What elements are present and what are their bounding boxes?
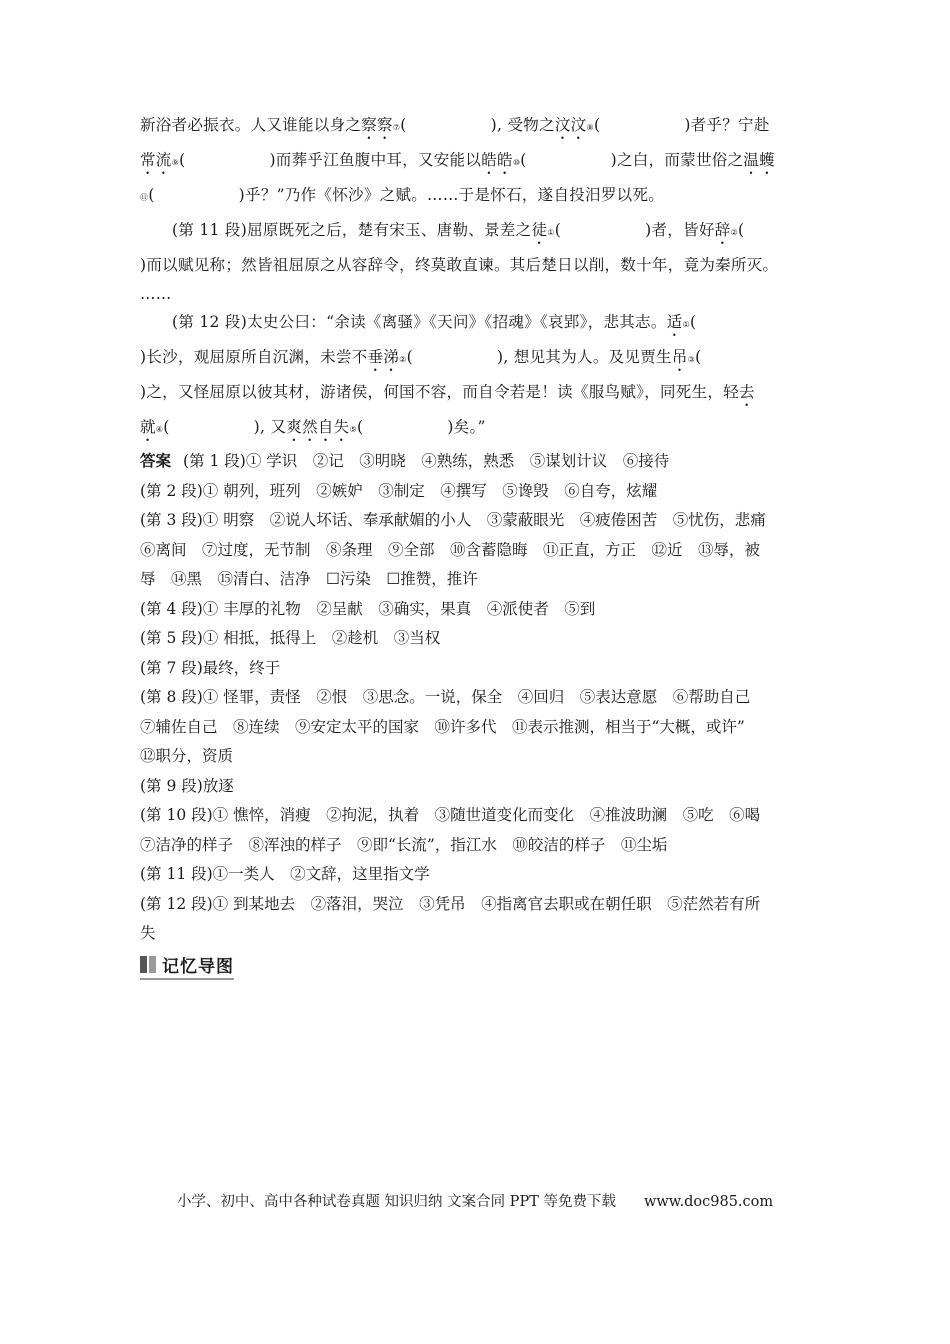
- answer-line: 辱 ⑭黑 ⑮清白、洁净 ☐污染 ☐推赞，推许: [140, 570, 478, 588]
- passage-line: 就④( ), 又爽然自失⑤( )矣。”: [140, 418, 486, 436]
- answer-section: [140, 447, 812, 949]
- passage-line: (第 11 段)屈原既死之后，楚有宋玉、唐勒、景差之徒①( )者，皆好辞②(: [172, 221, 745, 239]
- answer-line: (第 7 段)最终，终于: [140, 658, 281, 677]
- answer-line: (第 12 段)① 到某地去 ②落泪，哭泣 ③凭吊 ④指离官去职或在朝任职 ⑤茫然若有所: [140, 894, 761, 913]
- page-footer: [0, 1190, 950, 1211]
- answer-line: 答案 (第 1 段)① 学识 ②记 ③明晓 ④熟练，熟悉 ⑤谋划计议 ⑥接待: [140, 452, 670, 470]
- passage-line: )之，又怪屈原以彼其材，游诸侯，何国不容，而自令若是！读《服鸟赋》，同死生，轻去: [140, 383, 755, 401]
- passage-line: (第 12 段)太史公曰：“余读《离骚》《天问》《招魂》《哀郢》，悲其志。适①(: [172, 313, 697, 331]
- answer-line: ⑦辅佐自己 ⑧连续 ⑨安定太平的国家 ⑩许多代 ⑪表示推测，相当于“大概，或许”: [140, 717, 745, 736]
- footer-text: 小学、初中、高中各种试卷真题 知识归纳 文案合同 PPT 等免费下载: [176, 1194, 616, 1210]
- passage-line: ……: [140, 285, 172, 303]
- answer-line: (第 3 段)① 明察 ②说人坏话、奉承献媚的小人 ③蒙蔽眼光 ④疲倦困苦 ⑤忧伤，悲痛: [140, 511, 766, 529]
- answer-line: (第 10 段)① 憔悴，消瘦 ②拘泥，执着 ③随世道变化而变化 ④推波助澜 ⑤吃 ⑥喝: [140, 806, 761, 824]
- answer-line: (第 5 段)① 相抵，抵得上 ②趁机 ③当权: [140, 629, 441, 647]
- document-body: [140, 108, 812, 980]
- passage-line: 常流⑨( )而葬乎江鱼腹中耳，又安能以皓皓⑩( )之白，而蒙世俗之温蠖: [140, 151, 776, 169]
- answer-line: ⑦洁净的样子 ⑧浑浊的样子 ⑨即“长流”，指江水 ⑩皎洁的样子 ⑪尘垢: [140, 835, 668, 854]
- answer-line: 失: [140, 924, 156, 942]
- passage-line: )长沙，观屈原所自沉渊，未尝不垂涕②( ), 想见其为人。及见贾生吊③(: [140, 348, 702, 366]
- answer-line: (第 8 段)① 怪罪，责怪 ②恨 ③思念。一说，保全 ④回归 ⑤表达意愿 ⑥帮助自己: [140, 688, 751, 706]
- passage-line: )而以赋见称；然皆祖屈原之从容辞令，终莫敢直谏。其后楚日以削，数十年，竟为秦所灭。: [140, 256, 779, 274]
- passage-line: ⑪( )乎？”乃作《怀沙》之赋。……于是怀石，遂自投汨罗以死。: [140, 186, 665, 204]
- section-heading: [140, 952, 234, 980]
- section-marker-icon: [149, 956, 156, 973]
- footer-url[interactable]: www.doc985.com: [643, 1194, 774, 1210]
- answer-line: (第 4 段)① 丰厚的礼物 ②呈献 ③确实，果真 ④派使者 ⑤到: [140, 599, 596, 618]
- answer-line: (第 2 段)① 朝列，班列 ②嫉妒 ③制定 ④撰写 ⑤谗毁 ⑥自夸，炫耀: [140, 481, 658, 500]
- answer-line: (第 9 段)放逐: [140, 776, 234, 795]
- passage-line: 新浴者必振衣。人又谁能以身之察察⑦( ), 受物之汶汶⑧( )者乎？宁赴: [140, 116, 770, 134]
- answer-line: ⑫职分，资质: [140, 747, 234, 765]
- section-title: 记忆导图: [162, 956, 234, 977]
- answer-line: (第 11 段)①一类人 ②文辞，这里指文学: [140, 865, 430, 883]
- answer-heading: 答案: [140, 452, 172, 470]
- answer-line: ⑥离间 ⑦过度，无节制 ⑧条理 ⑨全部 ⑩含蓄隐晦 ⑪正直，方正 ⑫近 ⑬辱，被: [140, 540, 761, 559]
- section-marker-icon: [140, 956, 147, 973]
